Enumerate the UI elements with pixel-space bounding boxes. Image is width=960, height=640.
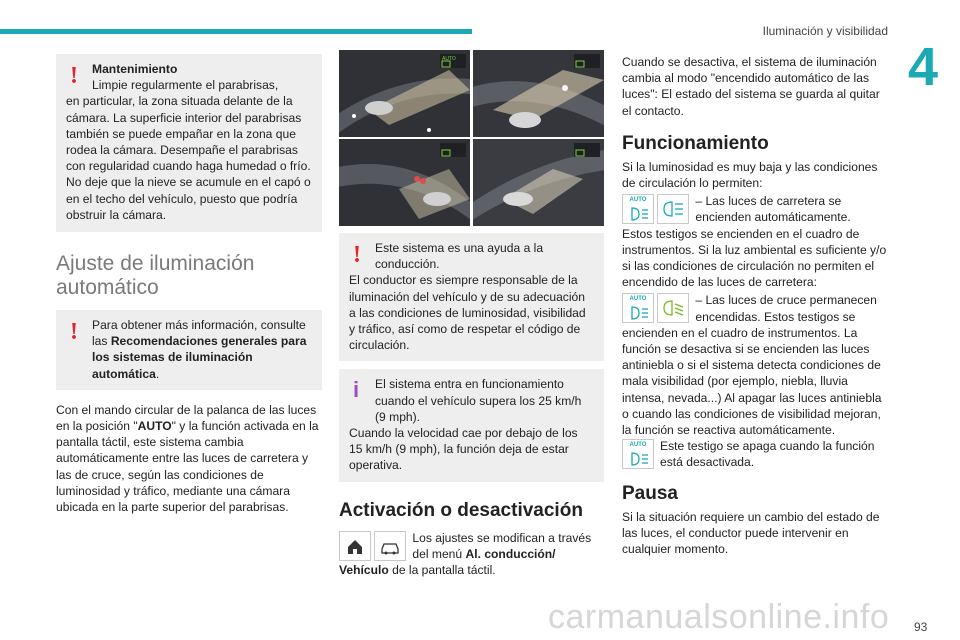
driver-aid-line: Este sistema es una ayuda a la conducción.: [375, 241, 544, 272]
activation-icons: [339, 531, 406, 561]
auto-headlight-icon: AUTO: [622, 293, 654, 323]
section-title: Iluminación y visibilidad: [762, 24, 888, 38]
high-beam-icon: [657, 194, 689, 224]
warning-icon: !: [70, 319, 78, 346]
car-icon: [374, 531, 406, 561]
column-2: [339, 233, 604, 578]
off-indicator-item: [622, 438, 888, 470]
column-3: [622, 54, 888, 557]
maintenance-line1: Limpie regularmente el parabrisas,: [92, 78, 279, 93]
illustration-low-beam-city: [473, 139, 604, 226]
speed-info-box: [339, 369, 604, 481]
maintenance-box: [56, 54, 322, 232]
illustration-high-beam-road: [339, 50, 470, 137]
header-accent-bar: [0, 29, 472, 34]
indicators-paragraph: Estos testigos se encienden en el cuadro de instrumentos. Si la luz ambiental es suficiente y/o si las condiciones de circulación no permiten el encendido de las luces de carretera:: [622, 226, 887, 290]
section-heading-auto-lighting: Ajuste de iluminación automático: [56, 252, 255, 300]
page-number: 93: [914, 620, 928, 634]
driver-responsibility-text: El conductor es siempre responsable de la iluminación del vehículo y de su adecuación a las condiciones de luminosidad, visibilidad y tráfico, así como de respetar el código de circulación.: [349, 273, 586, 353]
deactivation-intro: Cuando se desactiva, el sistema de iluminación cambia al modo "encendido automático de las luces": El estado del sistema se guarda al quitar el contacto.: [622, 55, 880, 118]
driver-responsibility-box: [339, 233, 604, 361]
low-beam-icon: [657, 293, 689, 323]
illustration-low-beam-vehicle-ahead: [339, 139, 470, 226]
illustration-high-beam-oncoming: [473, 50, 604, 137]
home-icon: [339, 531, 371, 561]
warning-icon: !: [353, 242, 361, 268]
activation-instructions: [339, 530, 604, 579]
chapter-number: 4: [907, 37, 939, 97]
off-indicator-text: Este testigo se apaga cuando la función está desactivada.: [660, 439, 875, 470]
headlight-illustrations: [339, 50, 604, 226]
fog-light-paragraph: encienden en el cuadro de instrumentos. La función se desactiva si se encienden las luces antiniebla o si el sistema detecta condiciones de mala visibilidad (por ejemplo, niebla, lluvia intensa, nevada...) Al apagar las luces antiniebla o cuando las condiciones de visibilidad mejoran, la función se reactiva automáticamente.: [622, 325, 882, 438]
low-beam-indicators: [622, 293, 689, 323]
heading-operation: Funcionamiento: [622, 132, 769, 154]
speed-activation-text: El sistema entra en funcionamiento cuando el vehículo supera los 25 km/h (9 mph).: [375, 377, 582, 424]
column-1: [56, 54, 322, 515]
recommendations-text: Para obtener más información, consulte las Recomendaciones generales para los sistemas de iluminación automática.: [92, 318, 307, 381]
activation-text: Los ajustes se modifican a través del menú Al. conducción/ Vehículo de la pantalla táctil.: [339, 530, 592, 578]
auto-headlight-icon: AUTO: [622, 194, 654, 224]
auto-headlight-icon: AUTO: [622, 439, 654, 469]
pause-text: Si la situación requiere un cambio del estado de las luces, el conductor puede intervenir en cualquier momento.: [622, 509, 880, 557]
low-beam-item: [622, 292, 888, 324]
speed-deactivation-text: Cuando la velocidad cae por debajo de los 15 km/h (9 mph), la función deja de estar operativa.: [349, 426, 578, 473]
info-box-recommendations: [56, 310, 322, 390]
low-beam-text: – Las luces de cruce permanecen encendidas. Estos testigos se: [695, 293, 877, 324]
warning-icon: !: [70, 63, 78, 89]
high-beam-indicators: [622, 194, 689, 224]
photo-auto-badge: AUTO: [442, 56, 456, 62]
info-icon: i: [353, 377, 360, 403]
off-indicator: [622, 439, 654, 469]
maintenance-body: en particular, la zona situada delante de la cámara. La superficie interior del parabrisas también se puede empañar en la zona que rodea la cámara. Desempañe el parabrisas con regularidad cuando haga humedad o frío. No deje que la nieve se acumule en el capó o en el techo del vehículo, puesto que podría obstruir la cámara.: [66, 94, 311, 222]
high-beam-text: – Las luces de carretera se encienden automáticamente.: [695, 194, 851, 225]
auto-mode-paragraph: Con el mando circular de la palanca de las luces en la posición "AUTO" y la función activada en la pantalla táctil, este sistema cambia automáticamente entre las luces de carretera y las de cruce, según las condiciones de luminosidad y tráfico, mediante una cámara ubicada en la parte superior del parabrisas.: [56, 402, 319, 515]
heading-pause: Pausa: [622, 482, 678, 504]
heading-activation: Activación o desactivación: [339, 499, 583, 521]
watermark: carmanualsonline.info: [548, 598, 890, 636]
maintenance-title: Mantenimiento: [92, 62, 178, 76]
high-beam-item: [622, 193, 888, 225]
low-light-conditions: Si la luminosidad es muy baja y las condiciones de circulación lo permiten:: [622, 159, 878, 191]
